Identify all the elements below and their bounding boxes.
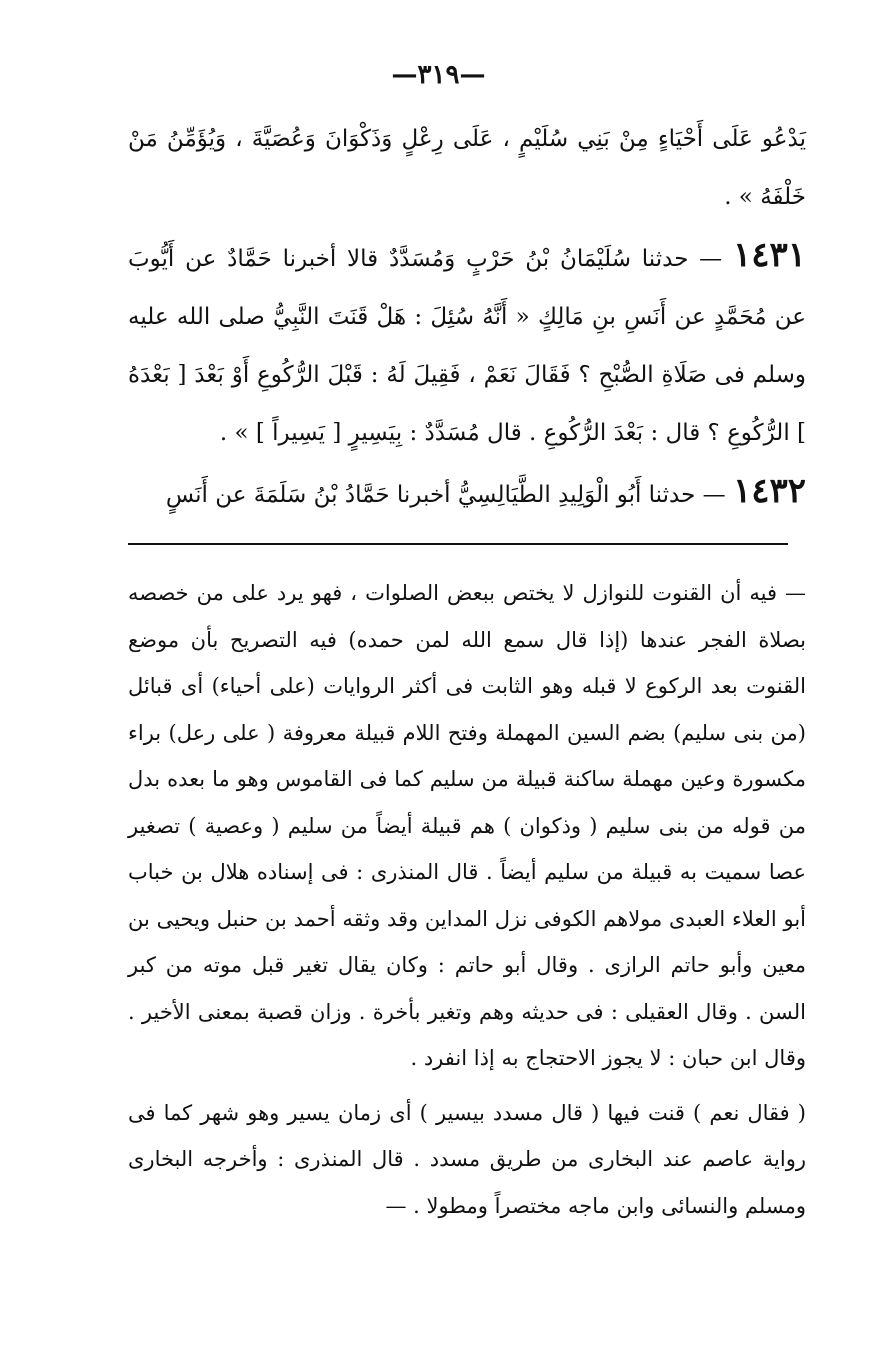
hadith-number: ١٤٣١	[732, 235, 807, 275]
footnote-divider	[128, 543, 788, 545]
hadith-number: ١٤٣٢	[732, 471, 806, 511]
hadith-text: — حدثنا أَبُو الْوَلِيدِ الطَّيَالِسِيُّ أخبرنا حَمَّادُ بْنُ سَلَمَةَ عن أَنَسٍ	[165, 482, 726, 508]
continuation-paragraph: يَدْعُو عَلَى أَحْيَاءٍ مِنْ بَنِي سُلَيْمٍ ، عَلَى رِعْلٍ وَذَكْوَانَ وَعُصَيَّةَ ، وَيُؤَمِّنُ مَنْ خَلْفَهُ » .	[128, 126, 806, 210]
hadith-text: — حدثنا سُلَيْمَانُ بْنُ حَرْبٍ وَمُسَدَّدٌ قالا أخبرنا حَمَّادٌ عن أَيُّوبَ عن مُحَمَّدٍ عن أَنَسِ بنِ مَالِكٍ « أَنَّهُ سُئِلَ : هَلْ قَنَتَ النَّبِيُّ صلى الله عليه وسلم فى صَلَاةِ الصُّبْحِ ؟ فَقَالَ نَعَمْ ، فَقِيلَ لَهُ : قَبْلَ الرُّكُوعِ أَوْ بَعْدَ [ بَعْدَهُ ] الرُّكُوعِ ؟ قال : بَعْدَ الرُّكُوعِ . قال مُسَدَّدٌ : بِيَسِيرٍ [ يَسِيراً ] » .	[128, 246, 807, 446]
main-text	[128, 110, 806, 524]
hadith-1432	[128, 462, 806, 524]
hadith-1431	[128, 226, 806, 462]
page-number: —٣١٩—	[391, 60, 486, 90]
commentary	[128, 570, 806, 1229]
commentary-paragraph: — فيه أن القنوت للنوازل لا يختص ببعض الصلوات ، فهو يرد على من خصصه بصلاة الفجر عندها (إذا قال سمع الله لمن حمده) فيه التصريح بأن موضع القنوت بعد الركوع لا قبله وهو الثابت فى أكثر الروايات (على أحياء) أى قبائل (من بنى سليم) بضم السين المهملة وفتح اللام قبيلة معروفة ( على رعل) براء مكسورة وعين مهملة ساكنة قبيلة من سليم كما فى القاموس وهو ما بعده بدل من قوله من بنى سليم ( وذكوان ) هم قبيلة أيضاً من سليم ( وعصية ) تصغير عصا سميت به قبيلة من سليم أيضاً . قال المنذرى : فى إسناده هلال بن خباب أبو العلاء العبدى مولاهم الكوفى نزل المداين وقد وثقه أحمد بن حنبل ويحيى بن معين وأبو حاتم الرازى . وقال أبو حاتم : وكان يقال تغير قبل موته من كبر السن . وقال العقيلى : فى حديثه وهم وتغير بأخرة . وزان قصبة بمعنى الأخير . وقال ابن حبان : لا يجوز الاحتجاج به إذا انفرد .	[128, 581, 806, 1070]
commentary-paragraph: ( فقال نعم ) قنت فيها ( قال مسدد بيسير ) أى زمان يسير وهو شهر كما فى رواية عاصم عند البخارى من طريق مسدد . قال المنذرى : وأخرجه البخارى ومسلم والنسائى وابن ماجه مختصراً ومطولا . —	[128, 1100, 806, 1218]
